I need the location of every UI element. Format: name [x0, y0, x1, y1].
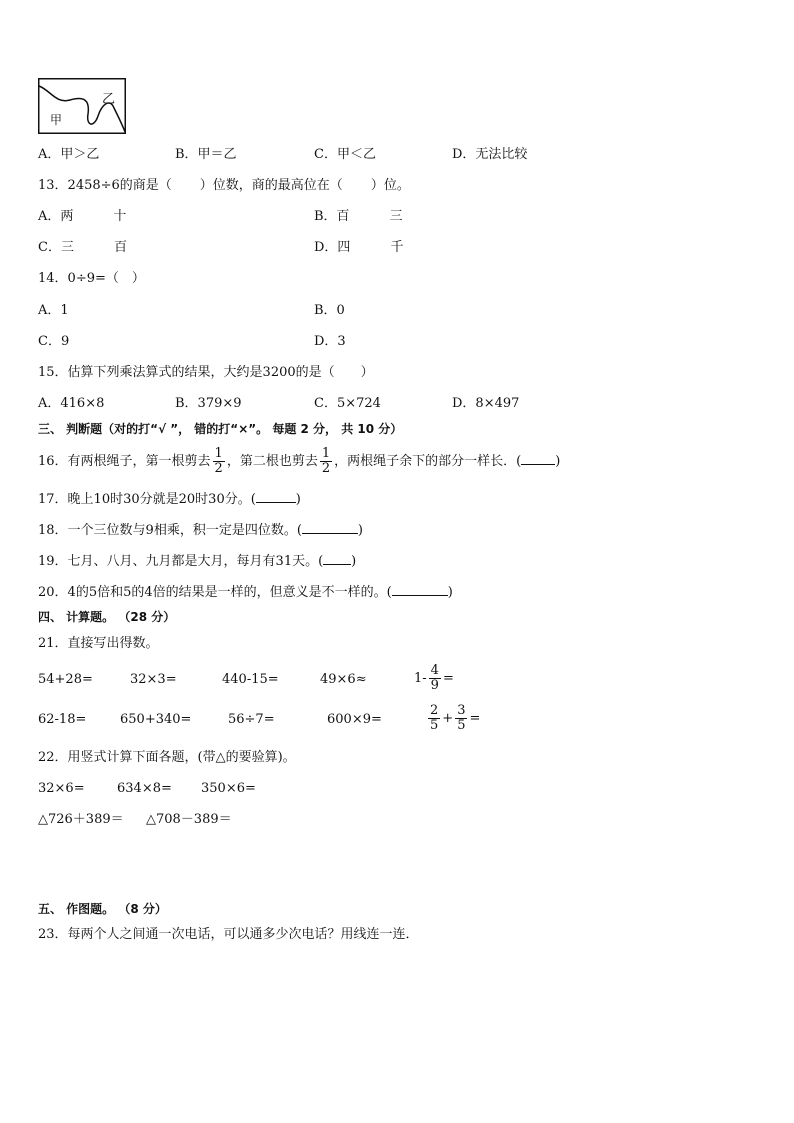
q19-question: [38, 552, 356, 570]
q15-option-a[interactable]: A．416×8: [38, 396, 105, 411]
q13-option-b[interactable]: [314, 209, 403, 225]
q21-r2-c4: 600×9=: [327, 712, 382, 727]
q13-prefix: 13．2458÷6的商是（: [38, 178, 172, 193]
q16-text-1: 16．有两根绳子，第一根剪去: [38, 454, 211, 469]
q13-option-c-second: 百: [113, 240, 127, 255]
q16-text-2: ，第二根也剪去: [226, 454, 318, 469]
q12-option-c[interactable]: C．甲＜乙: [314, 147, 376, 162]
q21-r1-frac-num: 4: [430, 663, 439, 678]
q17-paren-close: ): [295, 492, 301, 507]
q16-fraction-2: [320, 447, 332, 476]
q22-question: 22．用竖式计算下面各题，(带△的要验算)。: [38, 750, 296, 765]
q16-fraction-1: [213, 447, 225, 476]
section-4-title: 四、 计算题。 （28 分）: [38, 610, 176, 624]
q21-r2-c1: 62-18=: [38, 712, 87, 727]
q21-r2-c3: 56÷7=: [228, 712, 275, 727]
q22-r1-c2: 634×8=: [117, 781, 172, 796]
q14-option-a[interactable]: A．1: [38, 303, 69, 318]
q14-option-b[interactable]: B．0: [314, 303, 345, 318]
q21-r2-c5: [426, 700, 480, 738]
q13-option-c-first: C．三: [38, 240, 74, 255]
q14-option-c[interactable]: C．9: [38, 334, 70, 349]
q12-option-d[interactable]: D．无法比较: [452, 147, 528, 162]
q13-option-d-first: D．四: [314, 240, 351, 255]
q16-frac2-den: 2: [321, 461, 331, 476]
q13-option-b-second: 三: [389, 209, 403, 224]
q21-question: 21．直接写出得数。: [38, 636, 159, 651]
q20-answer-blank[interactable]: [392, 583, 448, 596]
q13-suffix: ）位。: [370, 178, 410, 193]
q16-frac2-num: 1: [321, 446, 331, 461]
q20-paren-close: ): [447, 585, 453, 600]
q21-r1-c5: [414, 660, 454, 698]
q21-r2-frac2-den: 5: [457, 718, 466, 733]
q16-frac1-den: 2: [214, 461, 223, 476]
q21-r1-frac-den: 9: [430, 678, 439, 693]
q21-r1-c3: 440-15=: [222, 672, 279, 687]
q14-question: 14．0÷9=（ ）: [38, 271, 145, 286]
q16-paren-close: ): [555, 454, 561, 469]
q13-middle: ）位数，商的最高位在（: [199, 178, 343, 193]
q21-r1-c2: 32×3=: [130, 672, 177, 687]
q21-r2-frac2-num: 3: [457, 703, 466, 718]
q16-answer-blank[interactable]: [521, 452, 555, 465]
q13-option-a[interactable]: [38, 209, 126, 225]
q19-paren-close: ): [351, 554, 357, 569]
q21-r2-frac1-num: 2: [430, 703, 439, 718]
q23-question: 23．每两个人之间通一次电话，可以通多少次电话？用线连一连．: [38, 927, 419, 942]
q16-frac1-num: 1: [214, 446, 223, 461]
q13-option-d-second: 千: [390, 240, 404, 255]
q21-r1-c1: 54+28=: [38, 672, 93, 687]
q13-option-d[interactable]: [314, 240, 403, 256]
q21-r2-frac1-den: 5: [430, 718, 439, 733]
q13-option-c[interactable]: [38, 240, 127, 256]
q22-r2-c2: △708－389＝: [146, 812, 232, 827]
q21-r2-c5-suffix: =: [469, 711, 481, 726]
q17-question: [38, 490, 301, 508]
q14-option-d[interactable]: D．3: [314, 334, 346, 349]
q18-question: [38, 521, 363, 539]
q21-r2-fraction-1: [428, 704, 440, 733]
q15-option-d[interactable]: D．8×497: [452, 396, 520, 411]
q22-r2-c1: △726＋389＝: [38, 812, 124, 827]
q17-text: 17．晚上10时30分就是20时30分。(: [38, 492, 256, 507]
q18-paren-close: ): [357, 523, 363, 538]
q13-question: [38, 178, 410, 194]
q19-answer-blank[interactable]: [323, 552, 351, 565]
q13-option-a-second: 十: [113, 209, 127, 224]
q22-r1-c3: 350×6=: [201, 781, 256, 796]
q15-option-b[interactable]: B．379×9: [175, 396, 242, 411]
q16-question: [38, 444, 560, 480]
q16-text-3: ，两根绳子余下的部分一样长．(: [334, 454, 522, 469]
q18-text: 18．一个三位数与9相乘，积一定是四位数。(: [38, 523, 302, 538]
q20-question: [38, 583, 453, 601]
comparison-figure: [38, 78, 126, 134]
q13-option-a-first: A．两: [38, 209, 74, 224]
q15-question: 15．估算下列乘法算式的结果，大约是3200的是（ ）: [38, 365, 374, 380]
q21-r1-c4: 49×6≈: [320, 672, 367, 687]
q21-r1-fraction: [429, 664, 441, 693]
figure-label-jia: 甲: [50, 113, 63, 127]
q15-option-c[interactable]: C．5×724: [314, 396, 381, 411]
figure-label-yi: 乙: [102, 92, 116, 107]
q12-option-b[interactable]: B．甲＝乙: [175, 147, 237, 162]
q12-option-a[interactable]: A．甲＞乙: [38, 147, 100, 162]
section-5-title: 五、 作图题。 （8 分）: [38, 902, 167, 916]
q19-text: 19．七月、八月、九月都是大月，每月有31天。(: [38, 554, 324, 569]
q13-option-b-first: B．百: [314, 209, 350, 224]
q22-r1-c1: 32×6=: [38, 781, 85, 796]
q21-r2-operator: +: [442, 711, 454, 726]
section-3-title: 三、 判断题（对的打“√ ”， 错的打“×”。 每题 2 分， 共 10 分）: [38, 422, 403, 436]
q18-answer-blank[interactable]: [302, 521, 358, 534]
q21-r1-c5-prefix: 1-: [414, 671, 427, 686]
q21-r1-c5-suffix: =: [442, 671, 454, 686]
q20-text: 20．4的5倍和5的4倍的结果是一样的，但意义是不一样的。(: [38, 585, 392, 600]
q17-answer-blank[interactable]: [256, 490, 296, 503]
q21-r2-fraction-2: [455, 704, 467, 733]
q21-r2-c2: 650+340=: [120, 712, 192, 727]
